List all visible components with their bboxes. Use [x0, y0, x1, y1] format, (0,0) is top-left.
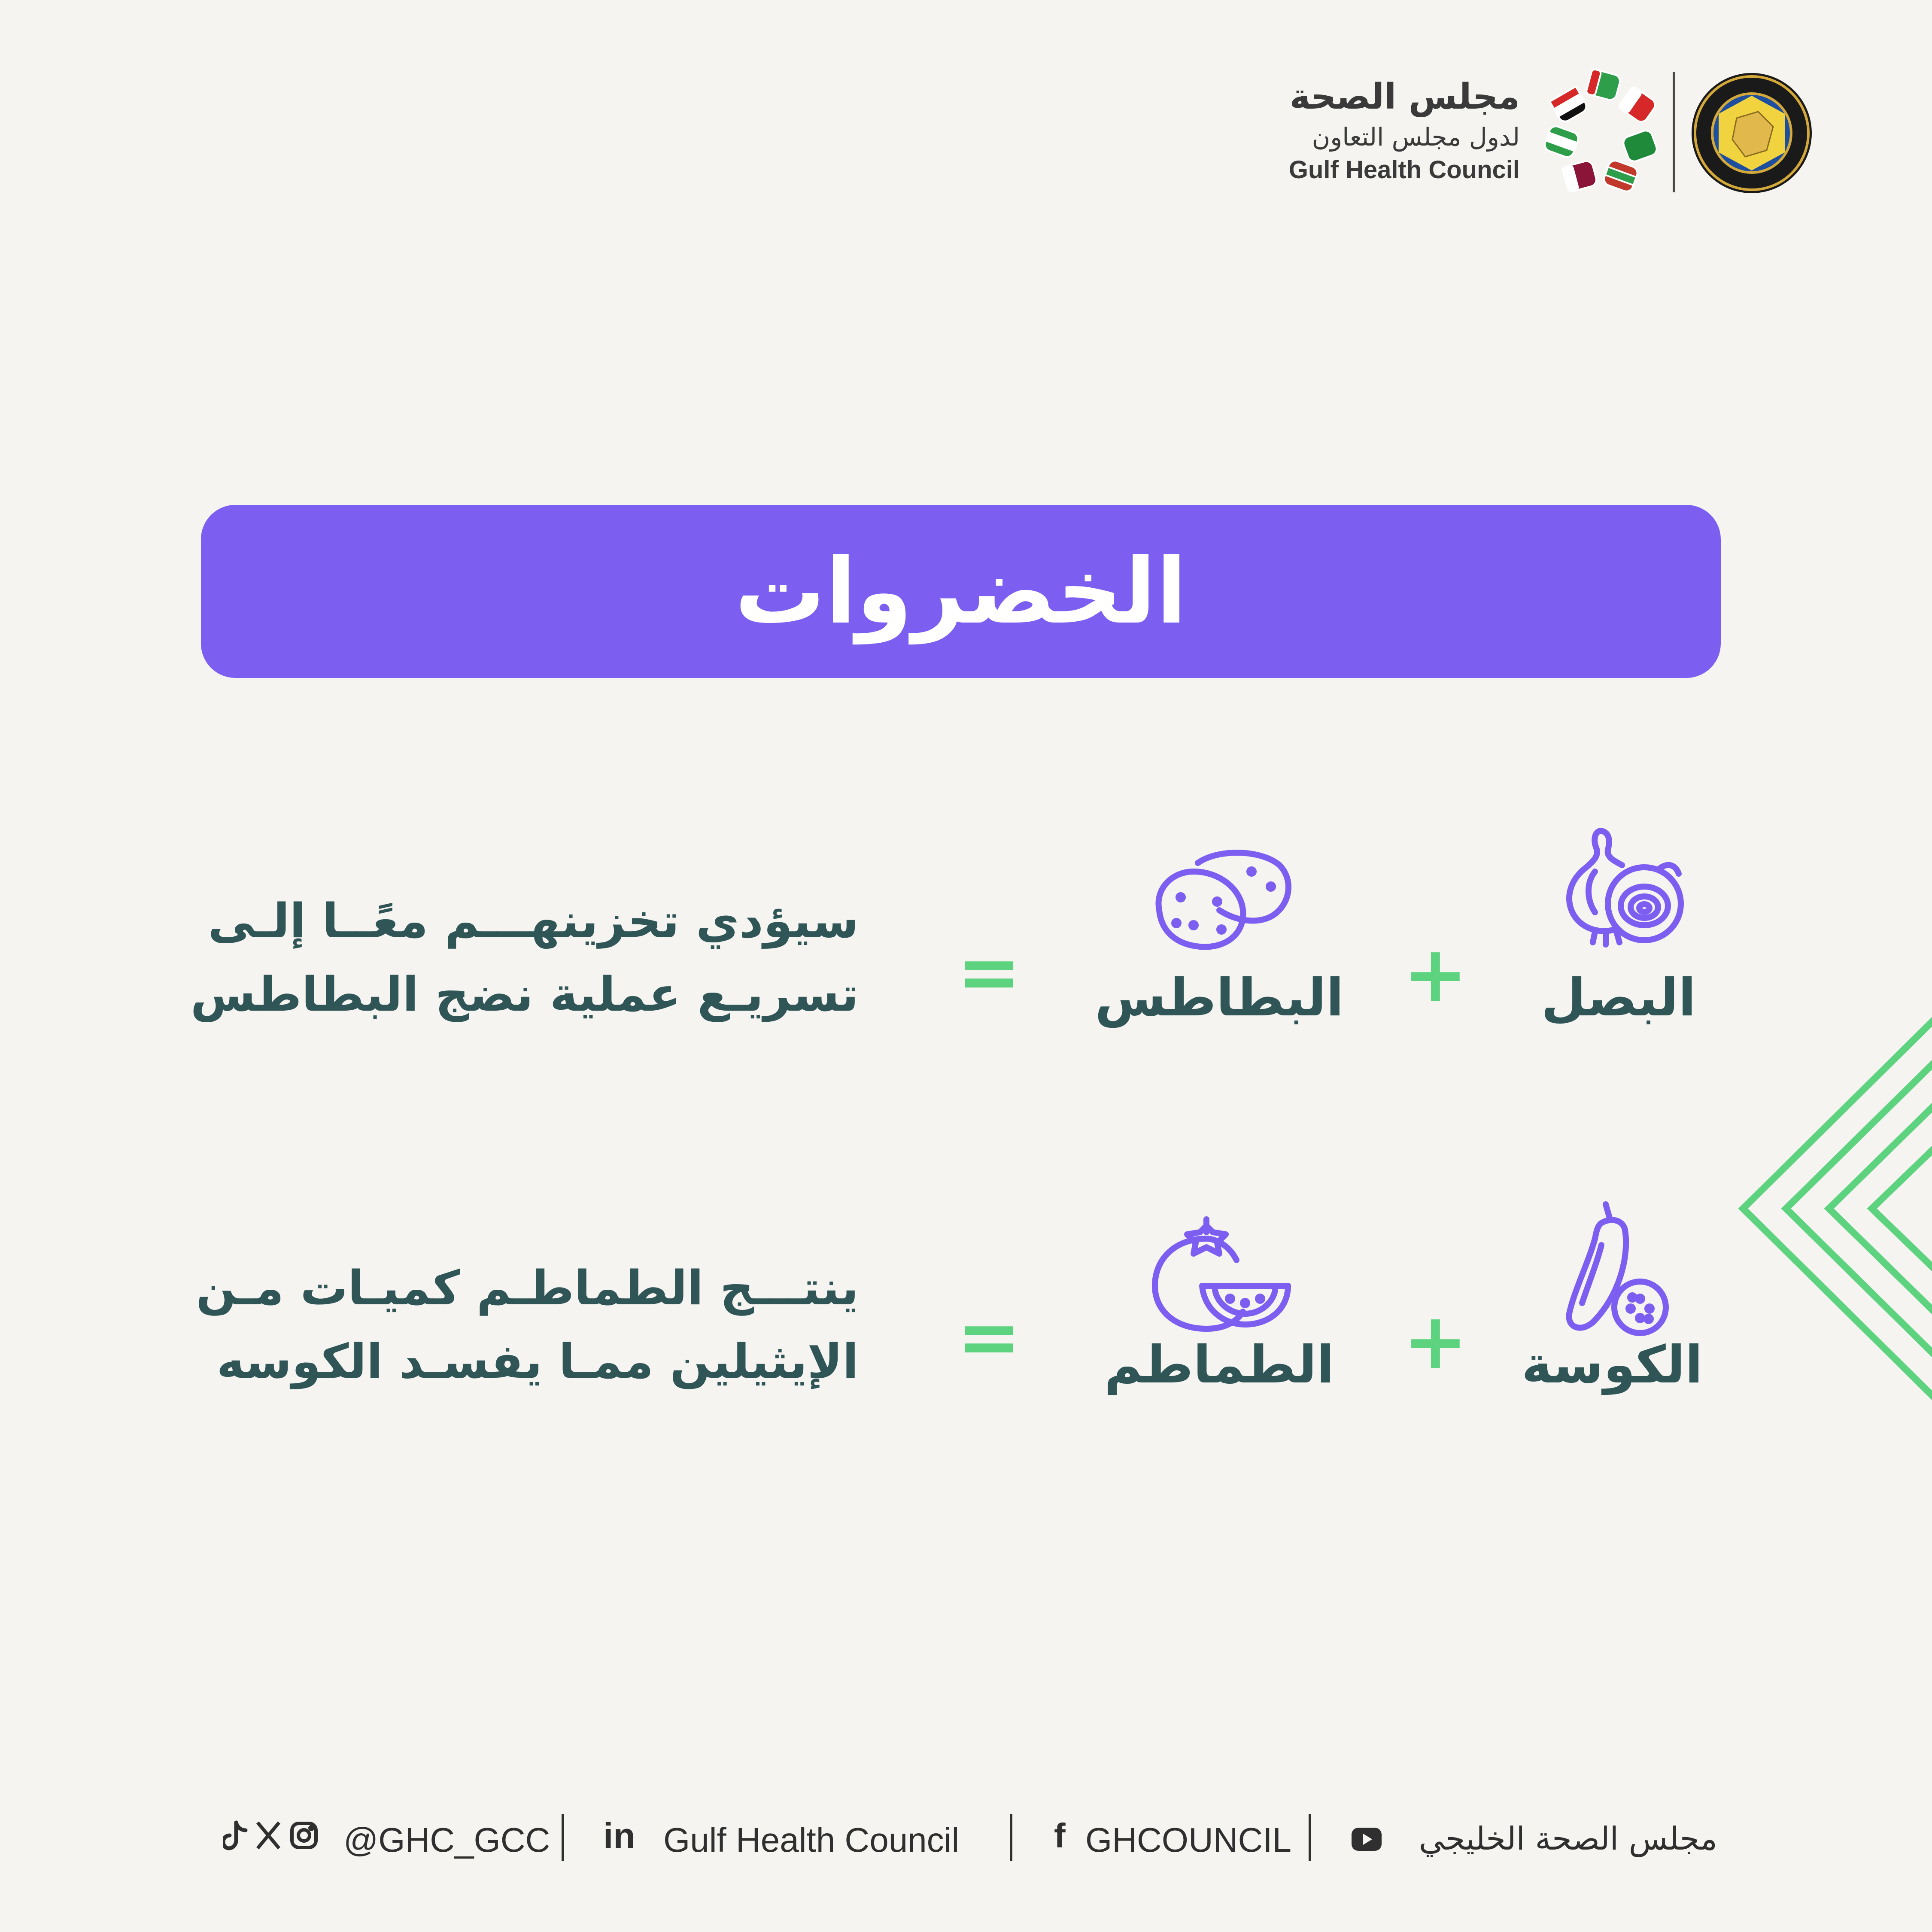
- gcc-emblem-logo: [1689, 71, 1814, 195]
- footer-separator: [562, 1814, 564, 1861]
- linkedin-icon: in: [603, 1816, 635, 1856]
- header-divider: [1673, 72, 1675, 192]
- potato-icon: [1146, 846, 1297, 966]
- item-onion-label: البصل: [1541, 968, 1696, 1028]
- title-banner: [201, 505, 1721, 678]
- facebook-icon: f: [1054, 1817, 1066, 1855]
- result-line-2: تسريـع عملية نضج البطاطس: [190, 966, 859, 1022]
- plus-sign: +: [1403, 1297, 1468, 1386]
- youtube-link[interactable]: مجلس الصحة الخليجي: [1419, 1820, 1717, 1857]
- item-zucchini-label: الكوسة: [1522, 1335, 1703, 1395]
- tomato-icon: [1146, 1215, 1297, 1340]
- result-line-1: سيؤدي تخزينهـــم معًــا إلـى: [208, 893, 859, 948]
- social-icons: [223, 1818, 322, 1853]
- item-tomato-label: الطماطم: [1104, 1335, 1334, 1395]
- org-title-arabic: مجلس الصحة: [1289, 76, 1520, 117]
- result-text: [129, 1252, 859, 1398]
- page-title: الخضروات: [735, 539, 1187, 644]
- facebook-link[interactable]: GHCOUNCIL: [1085, 1821, 1292, 1859]
- linkedin-link[interactable]: Gulf Health Council: [663, 1821, 960, 1859]
- tiktok-icon: [223, 1823, 246, 1848]
- zucchini-icon: [1554, 1198, 1674, 1340]
- result-text: [129, 884, 859, 1031]
- onion-icon: [1546, 826, 1692, 964]
- decorative-chevrons: [1735, 1009, 1932, 1408]
- footer-separator: [1309, 1814, 1311, 1861]
- org-subtitle-arabic: لدول مجلس التعاون: [1312, 122, 1520, 152]
- footer-separator: [1010, 1814, 1012, 1861]
- social-handle[interactable]: @GHC_GCC: [343, 1821, 550, 1859]
- x-icon: [258, 1823, 279, 1848]
- org-name-english: Gulf Health Council: [1288, 156, 1520, 184]
- item-potato-label: البطاطس: [1095, 968, 1344, 1028]
- youtube-icon: [1352, 1828, 1382, 1851]
- plus-sign: +: [1403, 930, 1468, 1019]
- gulf-health-council-logo: [1541, 69, 1662, 197]
- equals-sign: =: [957, 927, 1021, 1017]
- equals-sign: =: [957, 1292, 1021, 1382]
- result-line-1: ينتـــج الطماطـم كميـات مـن: [196, 1261, 859, 1315]
- instagram-icon: [292, 1823, 316, 1847]
- result-line-2: الإيثيلين ممـا يفسـد الكوسه: [216, 1334, 859, 1389]
